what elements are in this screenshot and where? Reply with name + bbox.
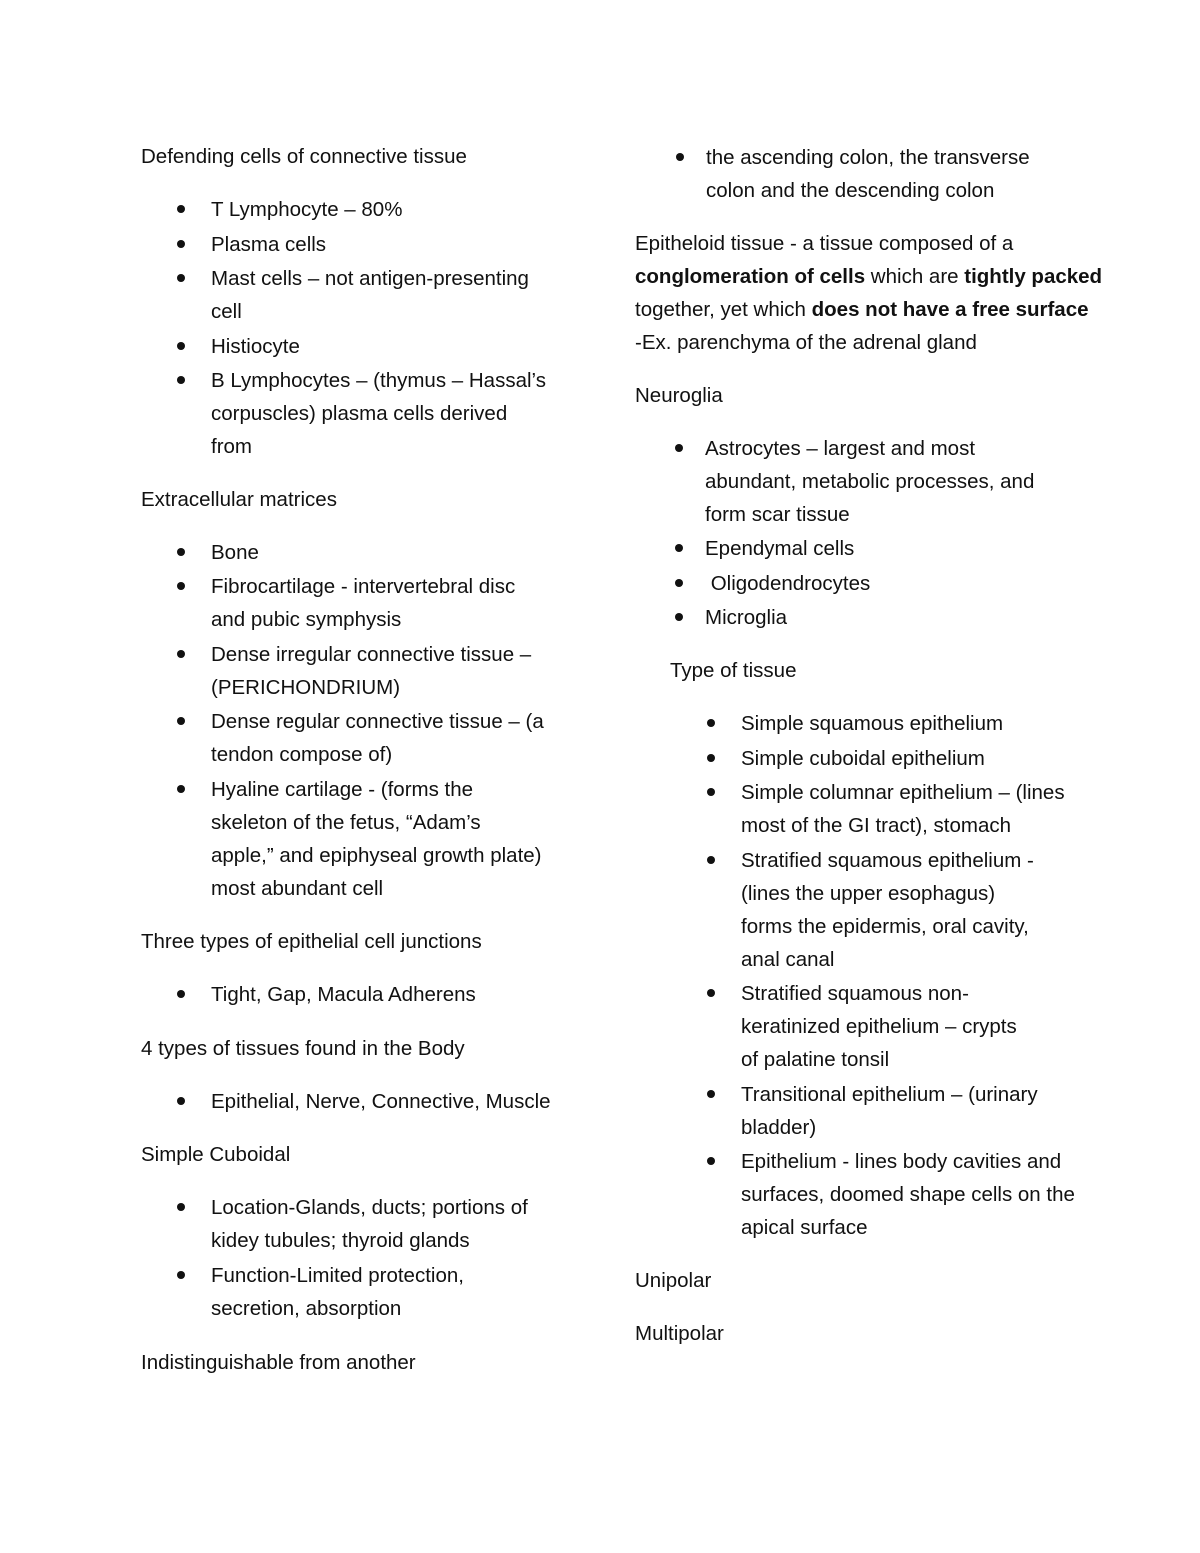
bullet-icon (177, 582, 185, 590)
list-item: Astrocytes – largest and most abundant, metabolic processes, and form scar tissue (705, 432, 1034, 531)
bullet-icon (177, 990, 185, 998)
bullet-icon (707, 754, 715, 762)
epitheloid-paragraph: Epitheloid tissue - a tissue composed of a conglomeration of cells which are tightly packed together, yet which does not have a free surface -Ex. parenchyma of the adrenal gland (635, 232, 1103, 354)
bullet-icon (707, 1157, 715, 1165)
list-item: Histiocyte (211, 330, 300, 363)
bullet-icon (177, 717, 185, 725)
bullet-icon (707, 1090, 715, 1098)
bullet-icon (177, 205, 185, 213)
bullet-icon (177, 1203, 185, 1211)
list-item: Stratified squamous epithelium - (lines the upper esophagus) forms the epidermis, oral cavity, anal canal (741, 844, 1034, 976)
bullet-icon (707, 788, 715, 796)
list-item: Epithelium - lines body cavities and surfaces, doomed shape cells on the apical surface (741, 1145, 1075, 1244)
bullet-icon (177, 548, 185, 556)
section-heading-multipolar: Multipolar (635, 1322, 724, 1345)
list-item: B Lymphocytes – (thymus – Hassal’s corpuscles) plasma cells derived from (211, 364, 546, 463)
list-item: Simple columnar epithelium – (lines most of the GI tract), stomach (741, 776, 1065, 842)
section-heading-unipolar: Unipolar (635, 1269, 712, 1292)
bullet-icon (177, 274, 185, 282)
bullet-icon (177, 650, 185, 658)
list-item: Dense irregular connective tissue – (PERICHONDRIUM) (211, 638, 531, 704)
list-item: T Lymphocyte – 80% (211, 193, 402, 226)
bullet-icon (177, 376, 185, 384)
list-item: Tight, Gap, Macula Adherens (211, 978, 476, 1011)
section-heading-indistinguishable: Indistinguishable from another (141, 1351, 416, 1374)
list-item: Microglia (705, 601, 787, 634)
bullet-icon (707, 719, 715, 727)
list-item: Dense regular connective tissue – (a tendon compose of) (211, 705, 544, 771)
section-heading-cell-junctions: Three types of epithelial cell junctions (141, 930, 482, 953)
list-item: Location-Glands, ducts; portions of kidey tubules; thyroid glands (211, 1191, 528, 1257)
bullet-icon (676, 153, 684, 161)
list-item: Stratified squamous non- keratinized epithelium – crypts of palatine tonsil (741, 977, 1017, 1076)
bullet-icon (177, 1097, 185, 1105)
list-item: the ascending colon, the transverse colon and the descending colon (706, 141, 1030, 207)
bullet-icon (675, 544, 683, 552)
section-heading-type-of-tissue: Type of tissue (670, 659, 797, 682)
bullet-icon (707, 989, 715, 997)
list-item: Plasma cells (211, 228, 326, 261)
list-item: Mast cells – not antigen-presenting cell (211, 262, 529, 328)
list-item: Ependymal cells (705, 532, 854, 565)
bullet-icon (675, 579, 683, 587)
bullet-icon (177, 240, 185, 248)
list-item: Simple squamous epithelium (741, 707, 1003, 740)
section-heading-neuroglia: Neuroglia (635, 384, 723, 407)
section-heading-tissue-types: 4 types of tissues found in the Body (141, 1037, 465, 1060)
section-heading-extracellular-matrices: Extracellular matrices (141, 488, 337, 511)
list-item: Function-Limited protection, secretion, absorption (211, 1259, 464, 1325)
list-item: Bone (211, 536, 259, 569)
list-item: Hyaline cartilage - (forms the skeleton of the fetus, “Adam’s apple,” and epiphyseal growth plate) most abundant cell (211, 773, 542, 905)
bullet-icon (177, 785, 185, 793)
list-item: Simple cuboidal epithelium (741, 742, 985, 775)
section-heading-defending-cells: Defending cells of connective tissue (141, 145, 467, 168)
bullet-icon (177, 342, 185, 350)
list-item: Oligodendrocytes (705, 567, 870, 600)
bullet-icon (675, 613, 683, 621)
bullet-icon (177, 1271, 185, 1279)
section-heading-simple-cuboidal: Simple Cuboidal (141, 1143, 291, 1166)
bullet-icon (707, 856, 715, 864)
list-item: Fibrocartilage - intervertebral disc and pubic symphysis (211, 570, 515, 636)
list-item: Transitional epithelium – (urinary bladder) (741, 1078, 1038, 1144)
list-item: Epithelial, Nerve, Connective, Muscle (211, 1085, 551, 1118)
bullet-icon (675, 444, 683, 452)
